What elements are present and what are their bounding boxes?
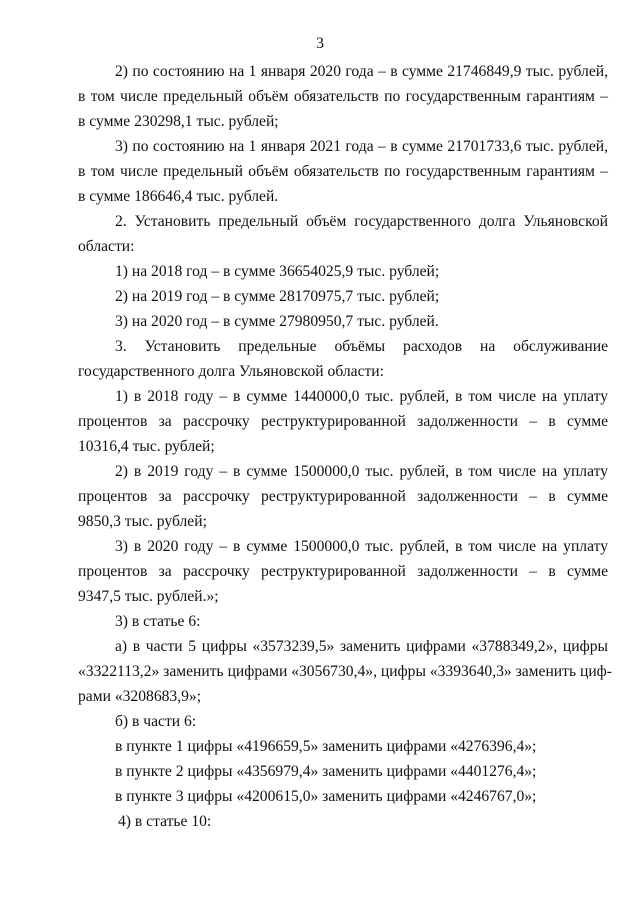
text-line: а) в части 5 цифры «3573239,5» заменить цифрами «3788349,2», цифры <box>115 638 608 655</box>
text-line: в пункте 3 цифры «4200615,0» заменить цифрами «4246767,0»; <box>115 788 537 805</box>
text-line: 1) на 2018 год – в сумме 36654025,9 тыс. рублей; <box>115 263 440 280</box>
text-line: процентов за рассрочку реструктурированной задолженности – в сумме <box>78 488 608 505</box>
text-line: 2) по состоянию на 1 января 2020 года – в сумме 21746849,9 тыс. рублей, <box>115 63 608 80</box>
text-line: в пункте 1 цифры «4196659,5» заменить цифрами «4276396,4»; <box>115 738 537 755</box>
text-line: в сумме 230298,1 тыс. рублей; <box>78 113 279 130</box>
text-line: 9347,5 тыс. рублей.»; <box>78 588 219 605</box>
text-line: 10316,4 тыс. рублей; <box>78 438 215 455</box>
text-line: 3) на 2020 год – в сумме 27980950,7 тыс. рублей. <box>115 313 439 330</box>
text-line: 4) в статье 10: <box>118 813 212 830</box>
page-number: 3 <box>316 35 324 52</box>
text-line: в пункте 2 цифры «4356979,4» заменить цифрами «4401276,4»; <box>115 763 537 780</box>
text-line: 3. Установить предельные объёмы расходов на обслуживание <box>115 338 608 355</box>
text-line: процентов за рассрочку реструктурированной задолженности – в сумме <box>78 413 608 430</box>
text-line: в том числе предельный объём обязательств по государственным гарантиям – <box>78 163 608 180</box>
text-line: в том числе предельный объём обязательств по государственным гарантиям – <box>78 88 608 105</box>
text-line: 3) по состоянию на 1 января 2021 года – в сумме 21701733,6 тыс. рублей, <box>115 138 608 155</box>
text-line: 2. Установить предельный объём государственного долга Ульяновской <box>115 213 608 230</box>
text-line: 1) в 2018 году – в сумме 1440000,0 тыс. рублей, в том числе на уплату <box>115 388 608 405</box>
text-line: 2) в 2019 году – в сумме 1500000,0 тыс. рублей, в том числе на уплату <box>115 463 608 480</box>
text-line: «3322113,2» заменить цифрами «3056730,4», цифры «3393640,3» заменить циф- <box>78 663 612 680</box>
text-line: 2) на 2019 год – в сумме 28170975,7 тыс. рублей; <box>115 288 440 305</box>
text-line: процентов за рассрочку реструктурированной задолженности – в сумме <box>78 563 608 580</box>
text-line: 9850,3 тыс. рублей; <box>78 513 207 530</box>
text-line: в сумме 186646,4 тыс. рублей. <box>78 188 279 205</box>
text-line: б) в части 6: <box>115 713 197 730</box>
text-line: 3) в статье 6: <box>115 613 201 630</box>
text-line: области: <box>78 238 135 255</box>
text-line: рами «3208683,9»; <box>78 688 202 705</box>
text-line: государственного долга Ульяновской области: <box>78 363 384 380</box>
text-line: 3) в 2020 году – в сумме 1500000,0 тыс. рублей, в том числе на уплату <box>115 538 608 555</box>
